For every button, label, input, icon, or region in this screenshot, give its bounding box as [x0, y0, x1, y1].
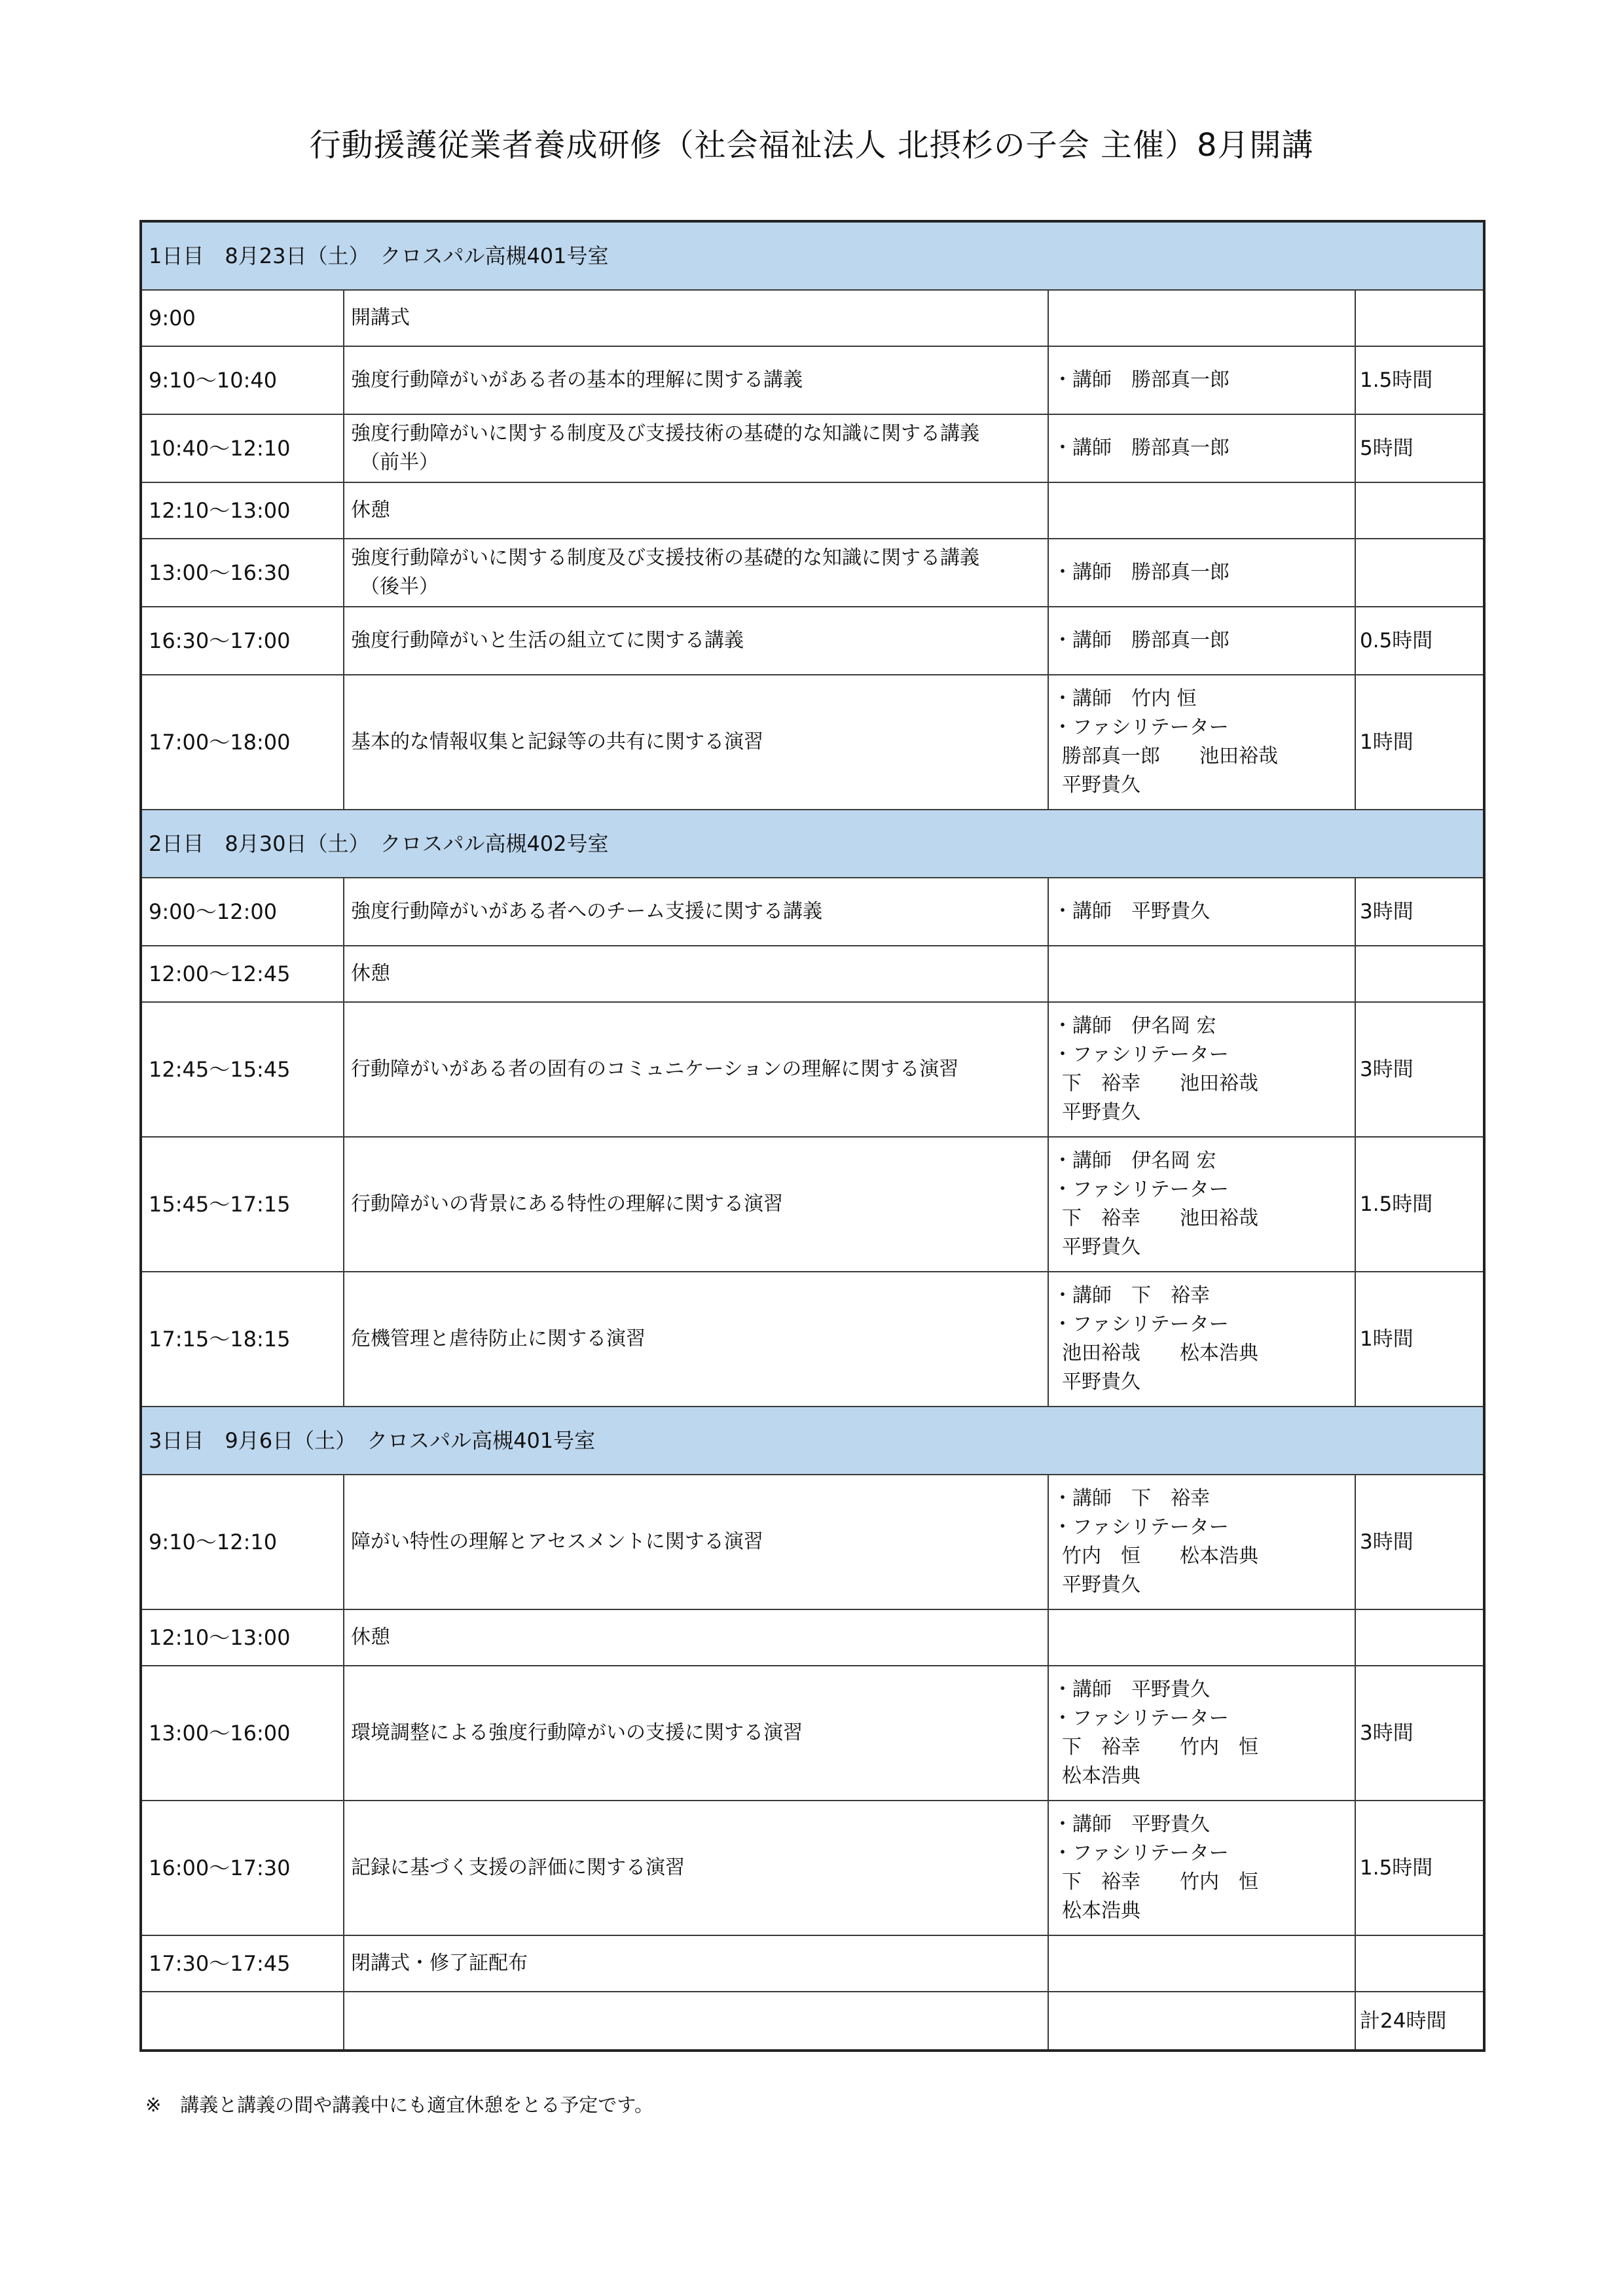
session-hours: 3時間 — [1355, 878, 1484, 946]
table-row — [141, 1137, 1484, 1272]
staff-line: 平野貴久 — [1062, 1236, 1140, 1259]
session-hours: 3時間 — [1355, 1666, 1484, 1801]
staff-line: 松本浩典 — [1062, 1765, 1140, 1787]
staff-line: ・講師 平野貴久 — [1053, 900, 1210, 923]
session-hours: 1時間 — [1355, 1272, 1484, 1407]
topic-line: 強度行動障がいと生活の組立てに関する講義 — [351, 629, 744, 652]
session-time: 9:10～12:10 — [141, 1475, 344, 1609]
session-staff — [1048, 414, 1355, 482]
session-time: 15:45～17:15 — [141, 1137, 344, 1272]
table-row — [141, 607, 1484, 675]
session-hours: 5時間 — [1355, 414, 1484, 482]
session-topic — [344, 1801, 1048, 1935]
session-staff — [1048, 1272, 1355, 1407]
staff-line: ・講師 勝部真一郎 — [1053, 561, 1230, 584]
topic-line: 休憩 — [351, 499, 390, 522]
staff-line: 下 裕幸 竹内 恒 — [1062, 1871, 1258, 1893]
table-row — [141, 1272, 1484, 1407]
session-staff — [1048, 1801, 1355, 1935]
day-header: 3日目 9月6日（土） クロスパル高槻401号室 — [141, 1407, 1484, 1475]
session-time: 13:00～16:30 — [141, 539, 344, 607]
staff-line: 池田裕哉 松本浩典 — [1062, 1342, 1258, 1365]
table-row — [141, 1801, 1484, 1935]
table-row — [141, 346, 1484, 414]
session-staff — [1048, 1137, 1355, 1272]
staff-line: 平野貴久 — [1062, 1101, 1140, 1124]
schedule-body — [141, 221, 1484, 2051]
table-row — [141, 1609, 1484, 1666]
staff-line: ・ファシリテーター — [1053, 716, 1229, 739]
session-staff — [1048, 346, 1355, 414]
session-staff — [1048, 482, 1355, 539]
session-topic — [344, 1666, 1048, 1801]
session-topic — [344, 1935, 1048, 1992]
session-staff — [1048, 946, 1355, 1002]
topic-line: 基本的な情報収集と記録等の共有に関する演習 — [351, 730, 763, 753]
session-staff — [1048, 1002, 1355, 1137]
table-row — [141, 539, 1484, 607]
session-time: 17:15～18:15 — [141, 1272, 344, 1407]
staff-line: 松本浩典 — [1062, 1899, 1140, 1922]
session-time: 9:10～10:40 — [141, 346, 344, 414]
session-hours — [1355, 290, 1484, 346]
session-hours: 0.5時間 — [1355, 607, 1484, 675]
session-topic — [344, 290, 1048, 346]
session-topic — [344, 607, 1048, 675]
day-header-row — [141, 1407, 1484, 1475]
topic-line: 行動障がいがある者の固有のコミュニケーションの理解に関する演習 — [351, 1058, 959, 1081]
topic-line: 障がい特性の理解とアセスメントに関する演習 — [351, 1530, 763, 1553]
session-topic — [344, 414, 1048, 482]
topic-line: 環境調整による強度行動障がいの支援に関する演習 — [351, 1721, 803, 1744]
topic-line: 閉講式・修了証配布 — [351, 1952, 528, 1975]
topic-line: 強度行動障がいに関する制度及び支援技術の基礎的な知識に関する講義 — [351, 547, 979, 569]
session-staff — [1048, 1935, 1355, 1992]
session-topic — [344, 1272, 1048, 1407]
session-topic — [344, 878, 1048, 946]
staff-line: 下 裕幸 竹内 恒 — [1062, 1736, 1258, 1759]
topic-line: 開講式 — [351, 306, 410, 329]
session-staff — [1048, 290, 1355, 346]
session-topic — [344, 675, 1048, 810]
session-time: 16:30～17:00 — [141, 607, 344, 675]
staff-line: 下 裕幸 池田裕哉 — [1062, 1072, 1258, 1095]
schedule-table — [139, 220, 1486, 2052]
session-time: 9:00～12:00 — [141, 878, 344, 946]
table-row — [141, 878, 1484, 946]
table-row — [141, 1475, 1484, 1609]
session-time: 12:10～13:00 — [141, 482, 344, 539]
table-row — [141, 290, 1484, 346]
session-time: 17:00～18:00 — [141, 675, 344, 810]
staff-line: 平野貴久 — [1062, 1573, 1140, 1596]
staff-line: ・ファシリテーター — [1053, 1043, 1229, 1066]
total-row — [141, 1992, 1484, 2051]
staff-line: ・ファシリテーター — [1053, 1516, 1229, 1539]
page-title: 行動援護従業者養成研修（社会福祉法人 北摂杉の子会 主催）8月開講 — [309, 127, 1314, 164]
blank-cell — [141, 1992, 344, 2051]
session-hours: 1時間 — [1355, 675, 1484, 810]
topic-line: 記録に基づく支援の評価に関する演習 — [351, 1856, 685, 1879]
session-staff — [1048, 539, 1355, 607]
staff-line: 平野貴久 — [1062, 1371, 1140, 1393]
session-staff — [1048, 607, 1355, 675]
staff-line: ・講師 伊名岡 宏 — [1053, 1149, 1216, 1172]
staff-line: ・ファシリテーター — [1053, 1178, 1229, 1201]
session-hours — [1355, 539, 1484, 607]
staff-line: 勝部真一郎 池田裕哉 — [1062, 745, 1278, 768]
session-hours: 3時間 — [1355, 1475, 1484, 1609]
topic-line: 強度行動障がいがある者へのチーム支援に関する講義 — [351, 900, 822, 923]
session-hours — [1355, 1935, 1484, 1992]
session-time: 12:10～13:00 — [141, 1609, 344, 1666]
table-row — [141, 414, 1484, 482]
session-time: 13:00～16:00 — [141, 1666, 344, 1801]
total-hours: 計24時間 — [1355, 1992, 1484, 2051]
session-staff — [1048, 1475, 1355, 1609]
staff-line: ・講師 勝部真一郎 — [1053, 368, 1230, 391]
table-row — [141, 1935, 1484, 1992]
staff-line: ・講師 平野貴久 — [1053, 1813, 1210, 1836]
session-topic — [344, 1002, 1048, 1137]
session-topic — [344, 482, 1048, 539]
session-topic — [344, 539, 1048, 607]
staff-line: ・ファシリテーター — [1053, 1842, 1229, 1865]
staff-line: 平野貴久 — [1062, 774, 1140, 797]
topic-line: （前半） — [360, 451, 439, 474]
session-staff — [1048, 878, 1355, 946]
day-header-row — [141, 221, 1484, 290]
topic-line: 休憩 — [351, 1626, 390, 1649]
table-row — [141, 1666, 1484, 1801]
table-row — [141, 482, 1484, 539]
staff-line: ・ファシリテーター — [1053, 1707, 1229, 1730]
topic-line: 行動障がいの背景にある特性の理解に関する演習 — [351, 1193, 783, 1215]
session-topic — [344, 1609, 1048, 1666]
session-time: 12:00～12:45 — [141, 946, 344, 1002]
session-time: 17:30～17:45 — [141, 1935, 344, 1992]
day-header-row — [141, 810, 1484, 878]
session-hours — [1355, 946, 1484, 1002]
topic-line: 強度行動障がいに関する制度及び支援技術の基礎的な知識に関する講義 — [351, 422, 979, 445]
staff-line: ・講師 勝部真一郎 — [1053, 629, 1230, 652]
session-hours: 1.5時間 — [1355, 346, 1484, 414]
session-staff — [1048, 1609, 1355, 1666]
session-hours: 1.5時間 — [1355, 1137, 1484, 1272]
session-time: 10:40～12:10 — [141, 414, 344, 482]
blank-cell — [344, 1992, 1048, 2051]
session-time: 12:45～15:45 — [141, 1002, 344, 1137]
session-hours: 3時間 — [1355, 1002, 1484, 1137]
staff-line: ・講師 竹内 恒 — [1053, 687, 1197, 710]
staff-line: ・講師 勝部真一郎 — [1053, 437, 1230, 459]
topic-line: 強度行動障がいがある者の基本的理解に関する講義 — [351, 368, 803, 391]
session-staff — [1048, 1666, 1355, 1801]
staff-line: ・講師 平野貴久 — [1053, 1678, 1210, 1701]
day-header: 1日目 8月23日（土） クロスパル高槻401号室 — [141, 221, 1484, 290]
day-header: 2日目 8月30日（土） クロスパル高槻402号室 — [141, 810, 1484, 878]
topic-line: 危機管理と虐待防止に関する演習 — [351, 1327, 646, 1350]
staff-line: ・講師 下 裕幸 — [1053, 1284, 1210, 1307]
topic-line: 休憩 — [351, 962, 390, 985]
table-row — [141, 675, 1484, 810]
session-topic — [344, 1475, 1048, 1609]
session-topic — [344, 346, 1048, 414]
table-row — [141, 946, 1484, 1002]
staff-line: 下 裕幸 池田裕哉 — [1062, 1207, 1258, 1230]
staff-line: ・講師 下 裕幸 — [1053, 1487, 1210, 1510]
session-hours — [1355, 1609, 1484, 1666]
footnote: ※ 講義と講義の間や講義中にも適宜休憩をとる予定です。 — [145, 2094, 653, 2116]
session-topic — [344, 946, 1048, 1002]
session-hours: 1.5時間 — [1355, 1801, 1484, 1935]
staff-line: ・ファシリテーター — [1053, 1313, 1229, 1336]
staff-line: 竹内 恒 松本浩典 — [1062, 1545, 1258, 1568]
blank-cell — [1048, 1992, 1355, 2051]
session-topic — [344, 1137, 1048, 1272]
topic-line: （後半） — [360, 575, 439, 598]
session-staff — [1048, 675, 1355, 810]
session-time: 16:00～17:30 — [141, 1801, 344, 1935]
session-time: 9:00 — [141, 290, 344, 346]
staff-line: ・講師 伊名岡 宏 — [1053, 1014, 1216, 1037]
session-hours — [1355, 482, 1484, 539]
table-row — [141, 1002, 1484, 1137]
